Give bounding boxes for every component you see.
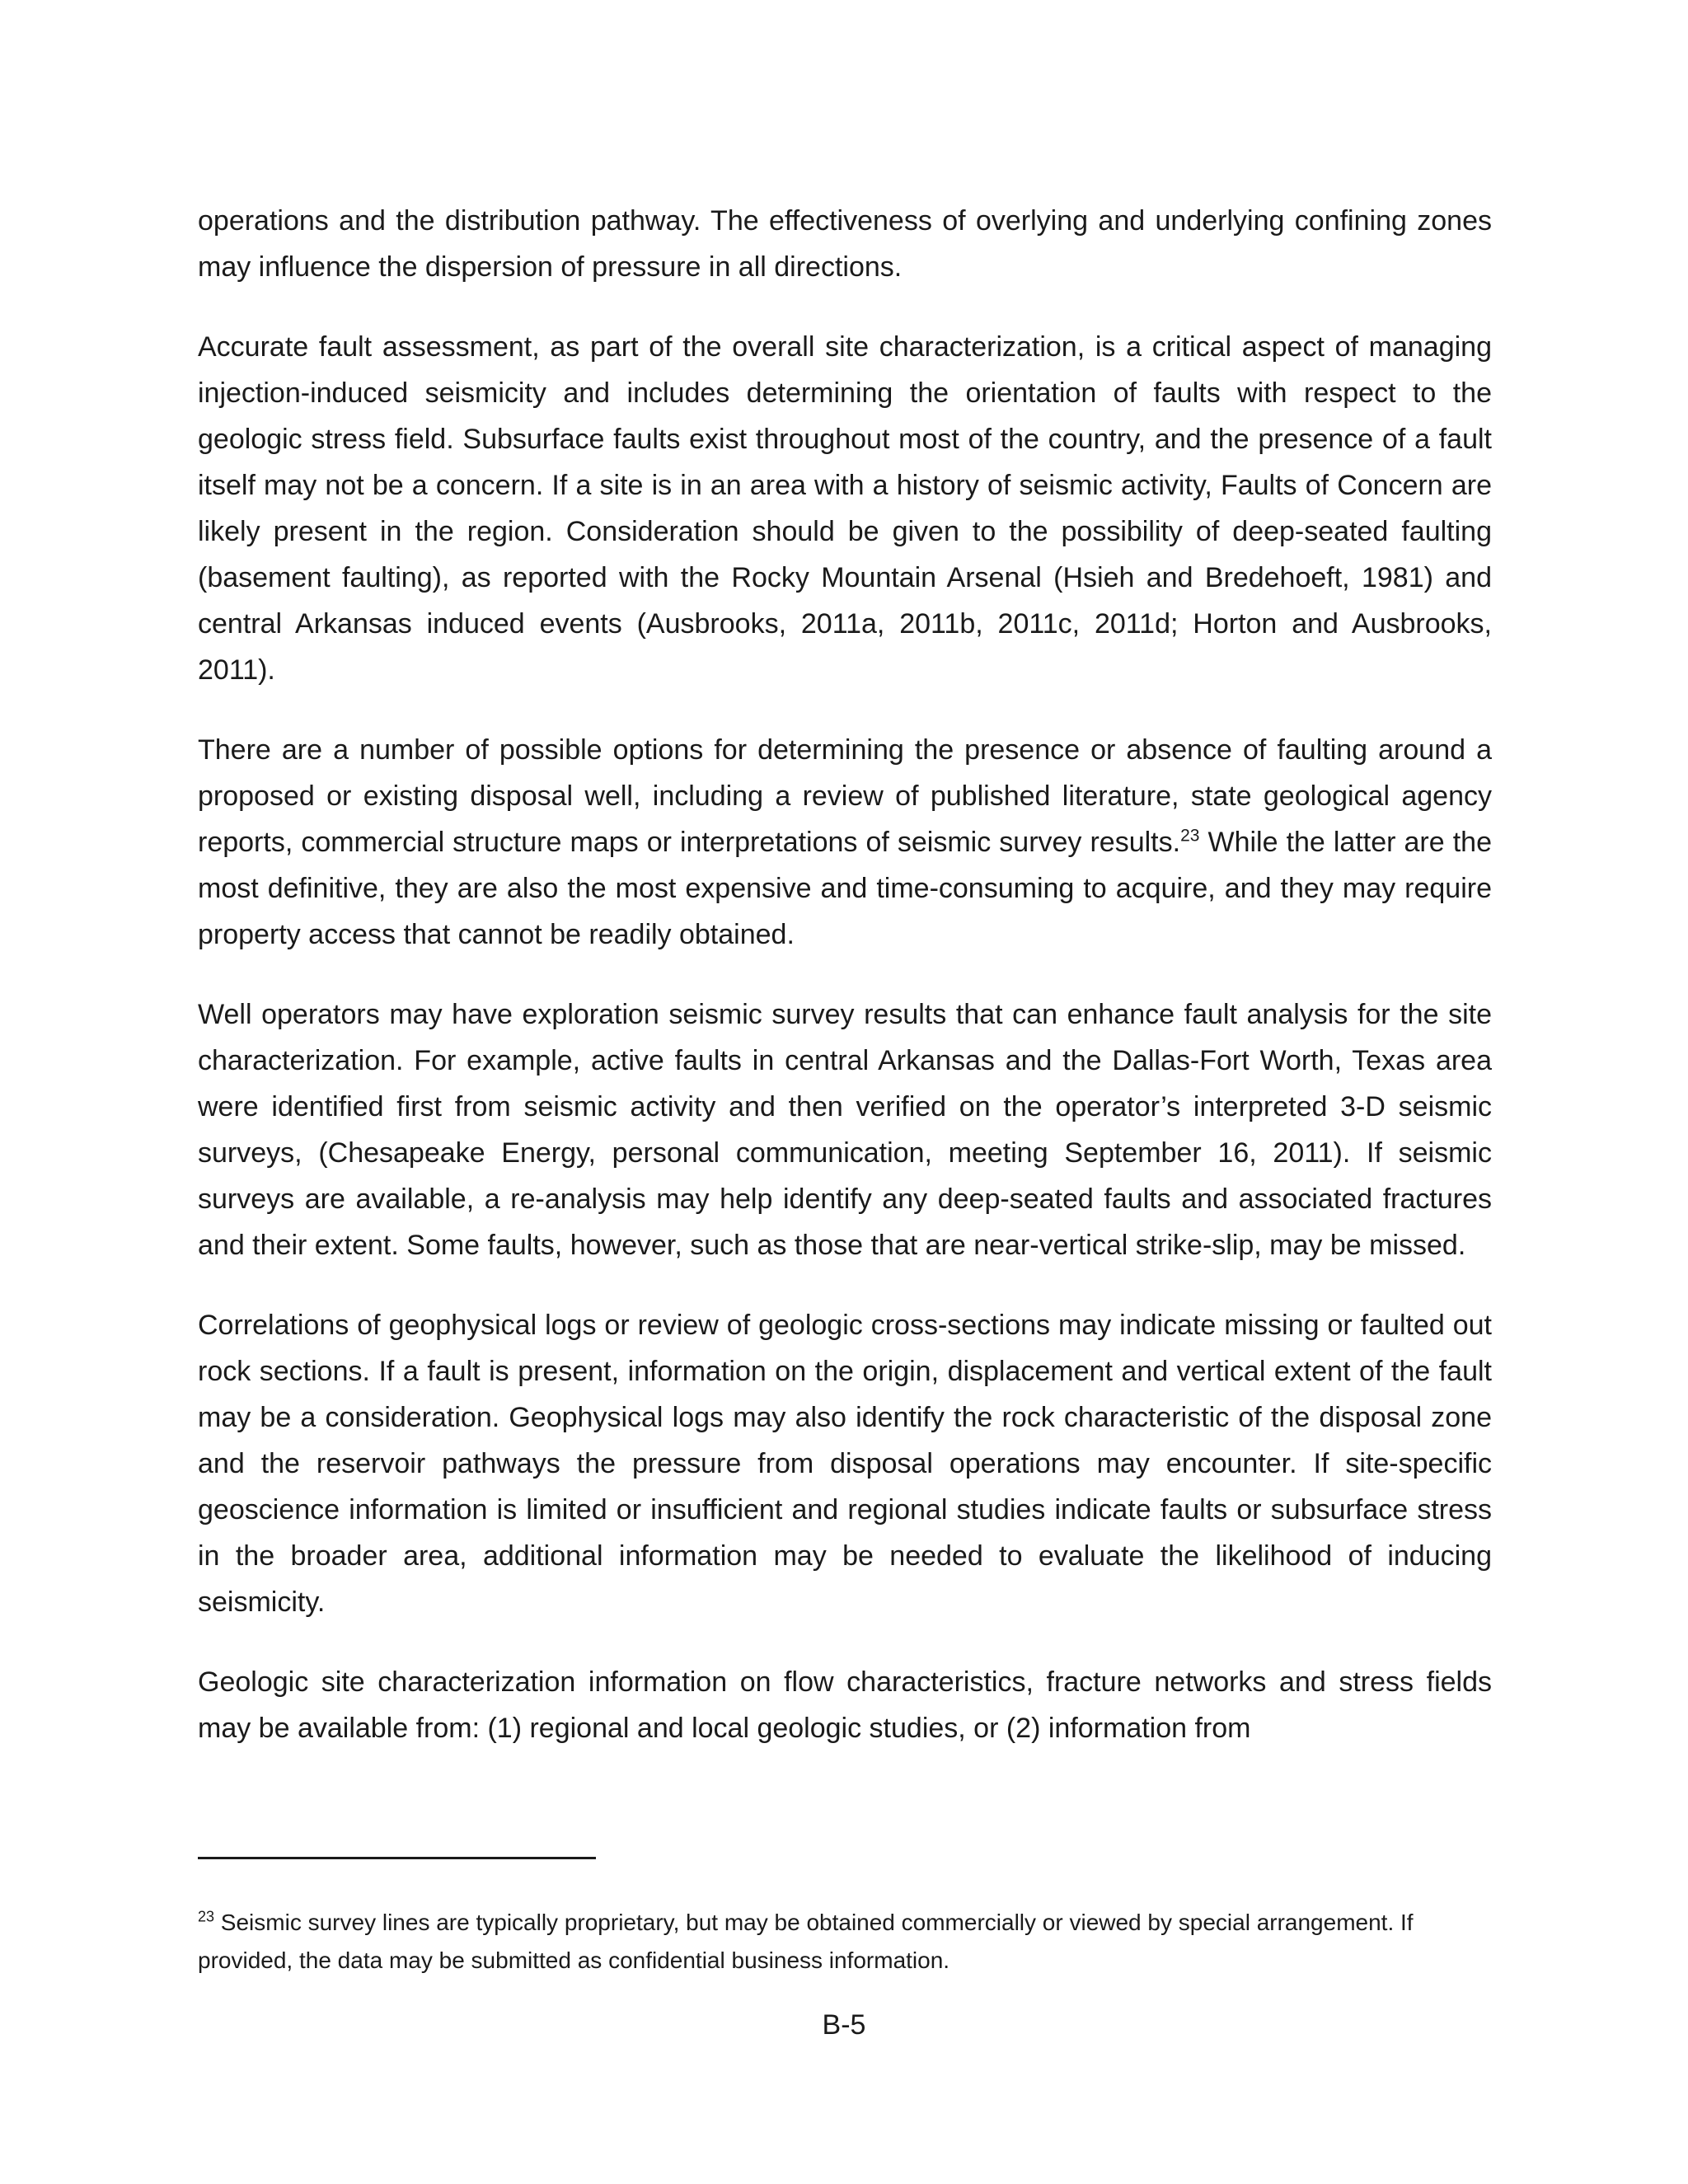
paragraph-3-text-after-ref: While the latter are the most definitive, they are also the most expensive and time-consuming to acquire, and they may require property access that cannot be readily obtained. <box>198 827 1492 950</box>
footnote-number: 23 <box>198 1908 215 1925</box>
paragraph-4: Well operators may have exploration seismic survey results that can enhance fault analysis for the site characterization. For example, active faults in central Arkansas and the Dallas-Fort Worth, Texas area were identified first from seismic activity and then verified on the operator’s interpreted 3-D seismic surveys, (Chesapeake Energy, personal communication, meeting September 16, 2011). If seismic surveys are available, a re-analysis may help identify any deep-seated faults and associated fractures and their extent. Some faults, however, such as those that are near-vertical strike-slip, may be missed. <box>198 999 1492 1261</box>
paragraph-3-text-before-ref: There are a number of possible options for determining the presence or absence of faulting around a proposed or existing disposal well, including a review of published literature, state geological agency reports, commercial structure maps or interpretations of seismic survey results. <box>198 734 1492 858</box>
page-body <box>198 198 1492 1751</box>
footnote-23 <box>198 1904 1492 1980</box>
paragraph-6: Geologic site characterization information on flow characteristics, fracture networks and stress fields may be available from: (1) regional and local geologic studies, or (2) information from <box>198 1666 1492 1744</box>
paragraph-5: Correlations of geophysical logs or review of geologic cross-sections may indicate missing or faulted out rock sections. If a fault is present, information on the origin, displacement and vertical extent of the fault may be a consideration. Geophysical logs may also identify the rock characteristic of the disposal zone and the reservoir pathways the pressure from disposal operations may encounter. If site-specific geoscience information is limited or insufficient and regional studies indicate faults or subsurface stress in the broader area, additional information may be needed to evaluate the likelihood of inducing seismicity. <box>198 1310 1492 1618</box>
paragraph-1: operations and the distribution pathway. The effectiveness of overlying and underlying confining zones may influence the dispersion of pressure in all directions. <box>198 205 1492 283</box>
paragraph-3 <box>198 727 1492 958</box>
page-number: B-5 <box>822 2009 866 2041</box>
footnote-text: Seismic survey lines are typically proprietary, but may be obtained commercially or viewed by special arrangement. If provided, the data may be submitted as confidential business information. <box>198 1910 1414 1973</box>
footnote-separator <box>198 1857 596 1859</box>
paragraph-2: Accurate fault assessment, as part of the overall site characterization, is a critical aspect of managing injection-induced seismicity and includes determining the orientation of faults with respect to the geologic stress field. Subsurface faults exist throughout most of the country, and the presence of a fault itself may not be a concern. If a site is in an area with a history of seismic activity, Faults of Concern are likely present in the region. Consideration should be given to the possibility of deep-seated faulting (basement faulting), as reported with the Rocky Mountain Arsenal (Hsieh and Bredehoeft, 1981) and central Arkansas induced events (Ausbrooks, 2011a, 2011b, 2011c, 2011d; Horton and Ausbrooks, 2011). <box>198 331 1492 686</box>
footnote-reference-23[interactable]: 23 <box>1180 826 1200 846</box>
